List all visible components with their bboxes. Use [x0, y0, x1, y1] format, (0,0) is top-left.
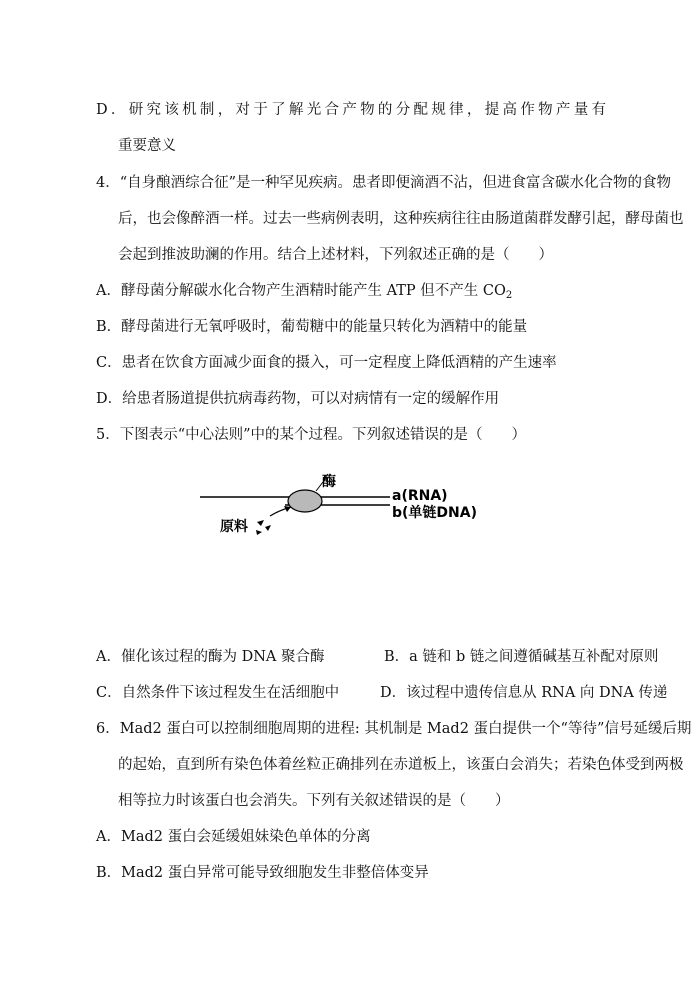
q6-stem-line2: 的起始，直到所有染色体着丝粒正确排列在赤道板上，该蛋白会消失；若染色体受到两极	[118, 757, 684, 773]
q5-stem: 5．下图表示“中心法则”中的某个过程。下列叙述错误的是（ ）	[96, 427, 527, 443]
q5-option-d: D．该过程中遗传信息从 RNA 向 DNA 传递	[380, 685, 668, 701]
q6-stem-line1: 6．Mad2 蛋白可以控制细胞周期的进程: 其机制是 Mad2 蛋白提供一个“等待”信号延缓后期	[96, 721, 692, 737]
q4-stem-line3: 会起到推波助澜的作用。结合上述材料，下列叙述正确的是（ ）	[118, 247, 553, 263]
q4-option-a-text: A．酵母菌分解碳水化合物产生酒精时能产生 ATP 但不产生 CO	[96, 283, 506, 299]
q4-option-d: D．给患者肠道提供抗病毒药物，可以对病情有一定的缓解作用	[96, 391, 500, 407]
q6-option-a: A．Mad2 蛋白会延缓姐妹染色单体的分离	[96, 829, 371, 845]
q3-option-d-line1: D．研究该机制，对于了解光合产物的分配规律，提高作物产量有	[96, 102, 610, 118]
chain-b-label: b(单链DNA)	[392, 505, 477, 521]
nucleotide-icon	[256, 520, 271, 535]
q4-option-b: B．酵母菌进行无氧呼吸时，葡萄糖中的能量只转化为酒精中的能量	[96, 319, 528, 335]
q4-option-a-subscript: 2	[505, 290, 513, 301]
q3-option-d-line2: 重要意义	[118, 138, 176, 154]
central-dogma-diagram	[190, 470, 500, 550]
q5-option-c: C．自然条件下该过程发生在活细胞中	[96, 685, 340, 701]
q6-option-b: B．Mad2 蛋白异常可能导致细胞发生非整倍体变异	[96, 865, 429, 881]
enzyme-label: 酶	[322, 474, 336, 490]
q4-stem-line1: 4．“自身酿酒综合征”是一种罕见疾病。患者即便滴酒不沾，但进食富含碳水化合物的食物	[96, 175, 672, 191]
q4-option-a	[96, 279, 512, 301]
q6-stem-line3: 相等拉力时该蛋白也会消失。下列有关叙述错误的是（ ）	[118, 793, 510, 809]
enzyme-ellipse	[288, 490, 322, 512]
q4-stem-line2: 后，也会像醉酒一样。过去一些病例表明，这种疾病往往由肠道菌群发酵引起，酵母菌也	[118, 211, 684, 227]
chain-a-label: a(RNA)	[392, 488, 448, 504]
q5-option-a: A．催化该过程的酶为 DNA 聚合酶	[96, 649, 325, 665]
material-label: 原料	[220, 519, 248, 535]
q5-option-b: B．a 链和 b 链之间遵循碱基互补配对原则	[384, 649, 659, 665]
q4-option-c: C．患者在饮食方面减少面食的摄入，可一定程度上降低酒精的产生速率	[96, 355, 557, 371]
